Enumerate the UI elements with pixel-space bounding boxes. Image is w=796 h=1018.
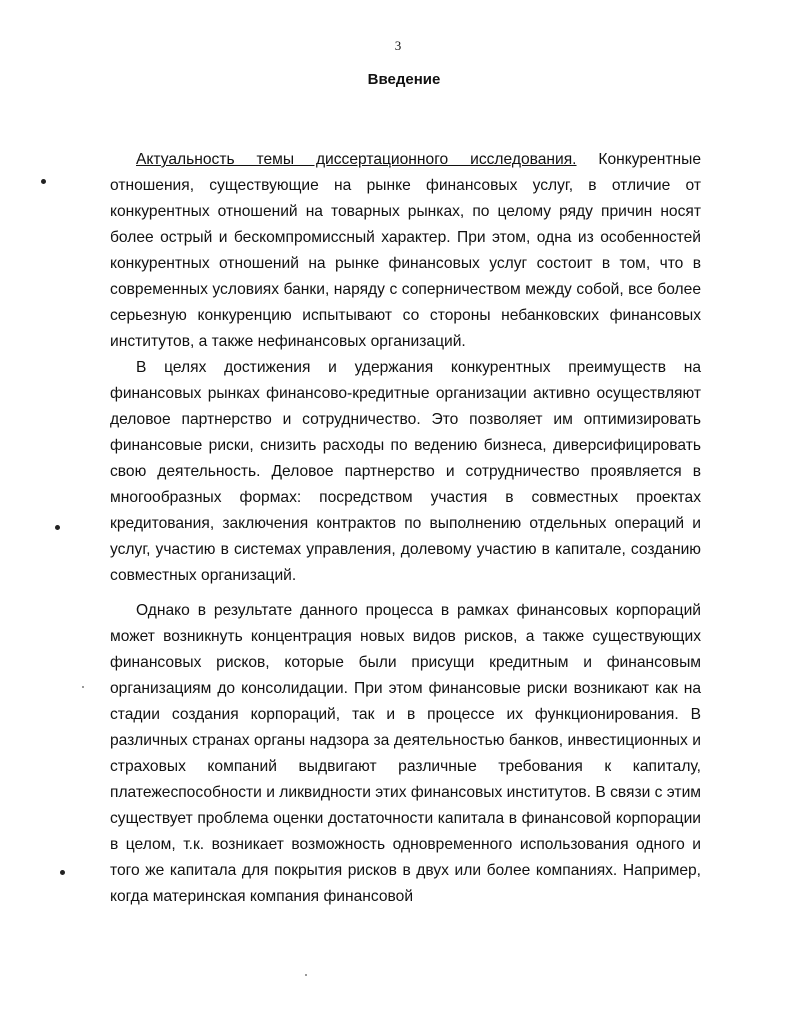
body-text: [110, 147, 701, 910]
scan-speck: [82, 686, 84, 688]
scan-speck: [305, 974, 307, 976]
page-number: 3: [394, 38, 402, 53]
paragraph-3: Однако в результате данного процесса в рамках финансовых корпораций может возникнуть концентрация новых видов рисков, а также существующих финансовых рисков, которые были присущи кредитным и финансовым организациям до консолидации. При этом финансовые риски возникают как на стадии создания корпораций, так и в процессе их функционирования. В различных странах органы надзора за деятельностью банков, инвестиционных и страховых компаний выдвигают различные требования к капиталу, платежеспособности и ликвидности этих финансовых институтов. В связи с этим существует проблема оценки достаточности капитала в финансовой корпорации в целом, т.к. возникает возможность одновременного использования одного и того же капитала для покрытия рисков в двух или более компаниях. Например, когда материнская компания финансовой: [110, 602, 701, 905]
paragraph-1: [110, 147, 701, 355]
section-title: Введение: [367, 71, 441, 88]
paragraph-2: В целях достижения и удержания конкурентных преимуществ на финансовых рынках финансово-кредитные организации активно осуществляют деловое партнерство и сотрудничество. Это позволяет им оптимизировать финансовые риски, снизить расходы по ведению бизнеса, диверсифицировать свою деятельность. Деловое партнерство и сотрудничество проявляется в многообразных формах: посредством участия в совместных проектах кредитования, заключения контрактов по выполнению отдельных операций и услуг, участию в системах управления, долевому участию в капитале, созданию совместных организаций.: [110, 359, 701, 584]
paragraph-1-text: Конкурентные отношения, существующие на рынке финансовых услуг, в отличие от конкурентных отношений на товарных рынках, по целому ряду причин носят более острый и бескомпромиссный характер. При этом, одна из особенностей конкурентных отношений на рынке финансовых услуг состоит в том, что в современных условиях банки, наряду с соперничеством между собой, все более серьезную конкуренцию испытывают со стороны небанковских финансовых институтов, а также нефинансовых организаций.: [110, 151, 701, 350]
scan-hole-mark: [41, 179, 46, 184]
topic-relevance-heading: Актуальность темы диссертационного исследования.: [136, 151, 577, 168]
scan-hole-mark: [55, 525, 60, 530]
scan-hole-mark: [60, 870, 65, 875]
